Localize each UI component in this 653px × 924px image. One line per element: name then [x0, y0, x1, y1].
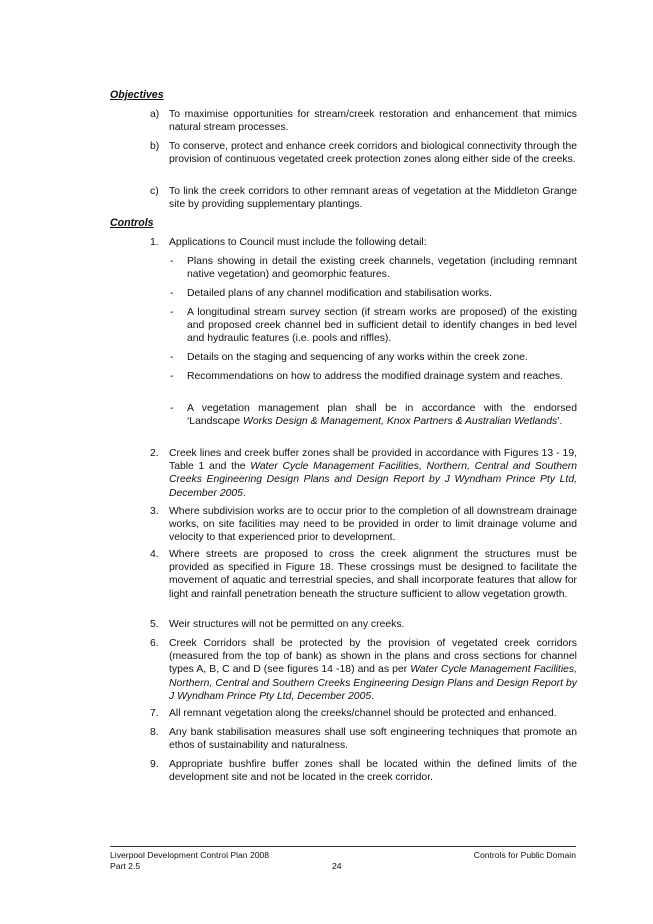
control-text: Applications to Council must include the following detail:	[169, 237, 427, 248]
control-item-8	[150, 726, 577, 752]
bullet-reference-title: Works Design & Management, Knox Partners & Australian Wetlands	[243, 416, 558, 428]
footer-section: Controls for Public Domain	[473, 850, 576, 860]
dash-marker: -	[170, 352, 174, 363]
footer-doc-title: Liverpool Development Control Plan 2008	[110, 850, 270, 860]
control-text: Where streets are proposed to cross the creek alignment the structures must be provided as specified in Figure 18. These crossings must be designed to facilitate the movement of aquatic and terrestrial species, and shall incorporate features that allow for light and rainfall penetration beneath the structure sufficient to allow vegetation growth.	[169, 549, 577, 600]
control-text: All remnant vegetation along the creeks/channel should be protected and enhanced.	[169, 708, 557, 719]
bullet-text-part: A vegetation management plan shall be in accordance with the endorsed ‘Landscape	[187, 403, 577, 428]
dash-marker: -	[170, 403, 174, 414]
bullet-text: Details on the staging and sequencing of any works within the creek zone.	[187, 352, 528, 363]
control-item-6	[150, 637, 577, 703]
control-text-part: Creek Corridors shall be protected by the provision of vegetated creek corridors (measured from the top of bank) as shown in the plans and cross sections for channel types A, B, C and D (see figures 14 -18) and as per	[169, 638, 577, 676]
controls-heading: Controls	[110, 217, 154, 229]
objective-text: To link the creek corridors to other remnant areas of vegetation at the Middleton Grange site by providing supplementary plantings.	[169, 186, 577, 211]
control-item-2	[150, 447, 577, 500]
bullet-text: Recommendations on how to address the modified drainage system and reaches.	[187, 371, 564, 382]
list-marker: 1.	[150, 237, 159, 248]
control-text: Appropriate bushfire buffer zones shall be located within the defined limits of the development site and not be located in the creek corridor.	[169, 759, 577, 784]
list-marker: 3.	[150, 506, 159, 517]
bullet-text: Detailed plans of any channel modification and stabilisation works.	[187, 288, 492, 299]
dash-marker: -	[170, 371, 174, 382]
list-marker: 4.	[150, 549, 159, 560]
control-text	[150, 447, 577, 500]
control-item-7	[150, 707, 577, 720]
objective-item-a	[150, 108, 577, 134]
list-marker: 8.	[150, 727, 159, 738]
control-1-bullet-2	[170, 287, 577, 300]
list-marker: 5.	[150, 619, 159, 630]
control-text	[150, 637, 577, 703]
control-1-bullet-3	[170, 306, 577, 346]
control-item-9	[150, 758, 577, 784]
objective-item-b	[150, 140, 577, 166]
objective-text: To conserve, protect and enhance creek corridors and biological connectivity through the provision of continuous vegetated creek protection zones along either side of the creeks.	[169, 141, 577, 166]
bullet-text: A longitudinal stream survey section (if stream works are proposed) of the existing and proposed creek channel bed in sufficient detail to identify changes in bed level and hydraulic features (i.e. pools and riffles).	[187, 307, 577, 345]
control-1-bullet-1	[170, 255, 577, 281]
objective-text: To maximise opportunities for stream/creek restoration and enhancement that mimics natural stream processes.	[169, 109, 577, 134]
objective-item-c	[150, 185, 577, 211]
bullet-text	[170, 402, 577, 428]
control-text-part: .	[242, 487, 246, 499]
list-marker: c)	[150, 186, 159, 197]
list-marker: 2.	[150, 448, 159, 459]
control-item-3	[150, 505, 577, 545]
control-reference-title: Water Cycle Management Facilities, Northern, Central and Southern Creeks Engineering Design Plans and Design Report by J Wyndham Prince Pty Ltd, December 2005	[169, 664, 577, 702]
control-text-part: .	[371, 690, 375, 702]
objectives-heading: Objectives	[110, 89, 164, 101]
bullet-text: Plans showing in detail the existing creek channels, vegetation (including remnant native vegetation) and geomorphic features.	[187, 256, 577, 281]
control-item-1	[150, 236, 577, 249]
list-marker: 6.	[150, 638, 159, 649]
control-reference-title: Water Cycle Management Facilities, Northern, Central and Southern Creeks Engineering Design Plans and Design Report by J Wyndham Prince Pty Ltd, December 2005	[169, 461, 577, 499]
list-marker: 9.	[150, 759, 159, 770]
control-text-part: Creek lines and creek buffer zones shall be provided in accordance with Figures 13 - 19, Table 1 and the	[169, 448, 577, 473]
list-marker: b)	[150, 141, 160, 152]
control-1-bullet-6	[170, 402, 577, 428]
page-number: 24	[332, 861, 342, 871]
control-text: Weir structures will not be permitted on any creeks.	[169, 619, 405, 630]
control-1-bullet-4	[170, 351, 577, 364]
dash-marker: -	[170, 288, 174, 299]
dash-marker: -	[170, 307, 174, 318]
dash-marker: -	[170, 256, 174, 267]
footer-part: Part 2.5	[110, 861, 141, 871]
control-1-bullet-5	[170, 370, 577, 383]
bullet-text-part: ’.	[557, 416, 563, 428]
list-marker: a)	[150, 109, 160, 120]
control-item-5	[150, 618, 577, 631]
control-item-4	[150, 548, 577, 601]
footer-divider	[110, 846, 576, 847]
list-marker: 7.	[150, 708, 159, 719]
control-text: Any bank stabilisation measures shall use soft engineering techniques that promote an ethos of sustainability and naturalness.	[169, 727, 577, 752]
control-text: Where subdivision works are to occur prior to the completion of all downstream drainage works, on site facilities may need to be provided in order to limit drainage volume and velocity to that experienced prior to development.	[169, 506, 577, 544]
